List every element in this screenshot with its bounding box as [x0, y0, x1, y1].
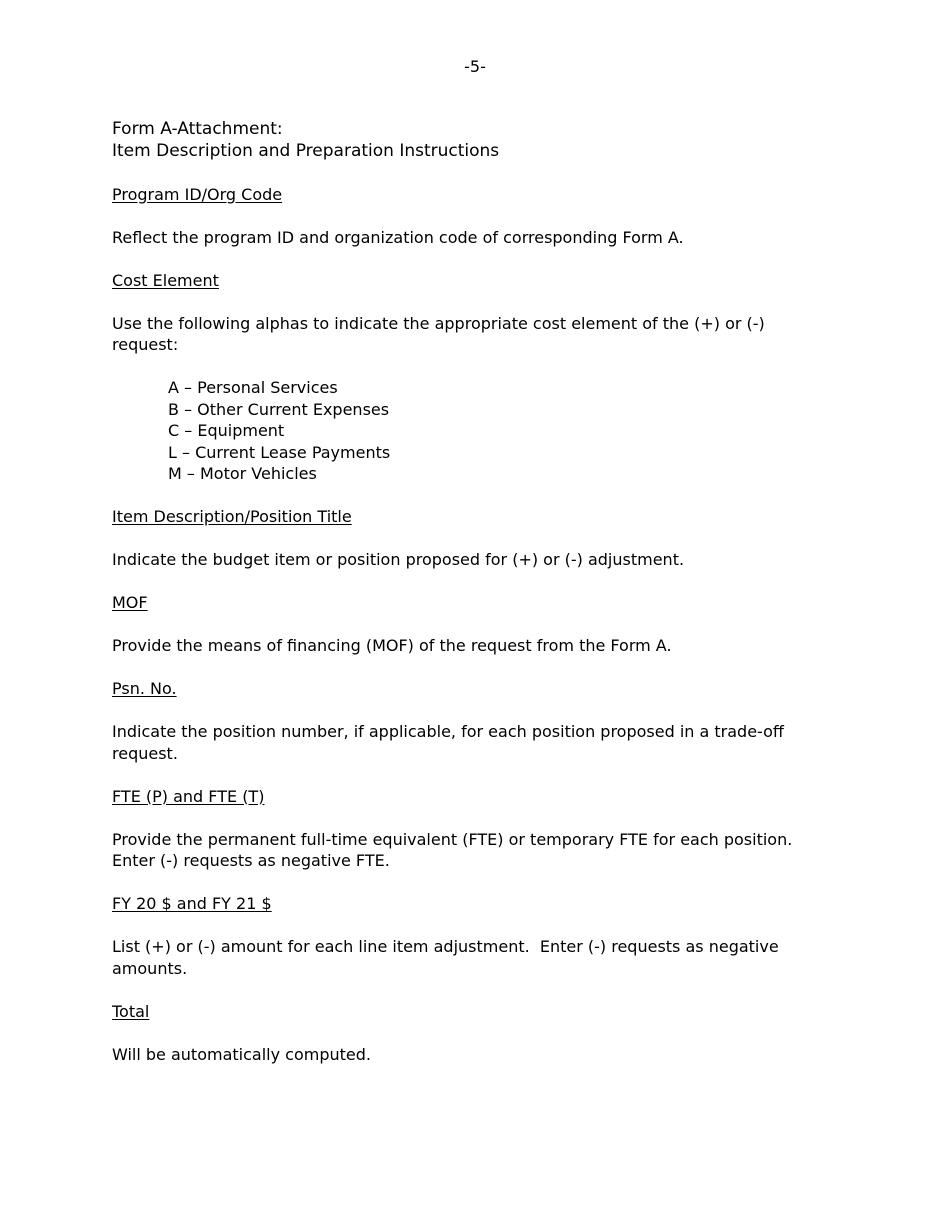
mof-heading: MOF: [112, 593, 148, 612]
cost-element-heading: Cost Element: [112, 270, 219, 290]
program-id-body: Reflect the program ID and organization code of corresponding Form A.: [112, 227, 684, 247]
item-description-heading: Item Description/Position Title: [112, 507, 352, 526]
program-id-heading: Program ID/Org Code: [112, 184, 283, 204]
page-title: [112, 119, 832, 162]
fy-body-line-2: amounts.: [112, 958, 188, 978]
mof-body: Provide the means of financing (MOF) of the request from the Form A.: [112, 636, 672, 655]
total-heading: Total: [112, 1001, 150, 1021]
page-number: -5-: [464, 57, 486, 76]
fte-body-line-2: Enter (-) requests as negative FTE.: [112, 851, 390, 870]
cost-element-list: [112, 377, 832, 485]
fte-body-line-1: Provide the permanent full-time equivalent (FTE) or temporary FTE for each position.: [112, 829, 793, 849]
list-item: A – Personal Services: [168, 378, 338, 397]
title-line-2: Item Description and Preparation Instructions: [112, 140, 500, 161]
title-line-1: Form A-Attachment:: [112, 119, 283, 139]
total-body: Will be automatically computed.: [112, 1044, 371, 1064]
psn-no-body-line-1: Indicate the position number, if applicable, for each position proposed in a trade-off: [112, 722, 784, 741]
list-item: C – Equipment: [168, 421, 285, 440]
fy-body-line-1: List (+) or (-) amount for each line item adjustment. Enter (-) requests as negative: [112, 937, 779, 956]
psn-no-heading: Psn. No.: [112, 679, 177, 698]
cost-element-body-line-1: Use the following alphas to indicate the appropriate cost element of the (+) or (-): [112, 313, 765, 333]
document-content: [112, 119, 832, 1065]
list-item: B – Other Current Expenses: [168, 399, 390, 419]
list-item: L – Current Lease Payments: [168, 442, 391, 462]
cost-element-body-line-2: request:: [112, 335, 179, 354]
list-item: M – Motor Vehicles: [168, 464, 317, 483]
psn-no-body-line-2: request.: [112, 743, 178, 763]
fte-heading: FTE (P) and FTE (T): [112, 786, 265, 806]
item-description-body: Indicate the budget item or position proposed for (+) or (-) adjustment.: [112, 550, 685, 569]
fy-heading: FY 20 $ and FY 21 $: [112, 894, 272, 913]
